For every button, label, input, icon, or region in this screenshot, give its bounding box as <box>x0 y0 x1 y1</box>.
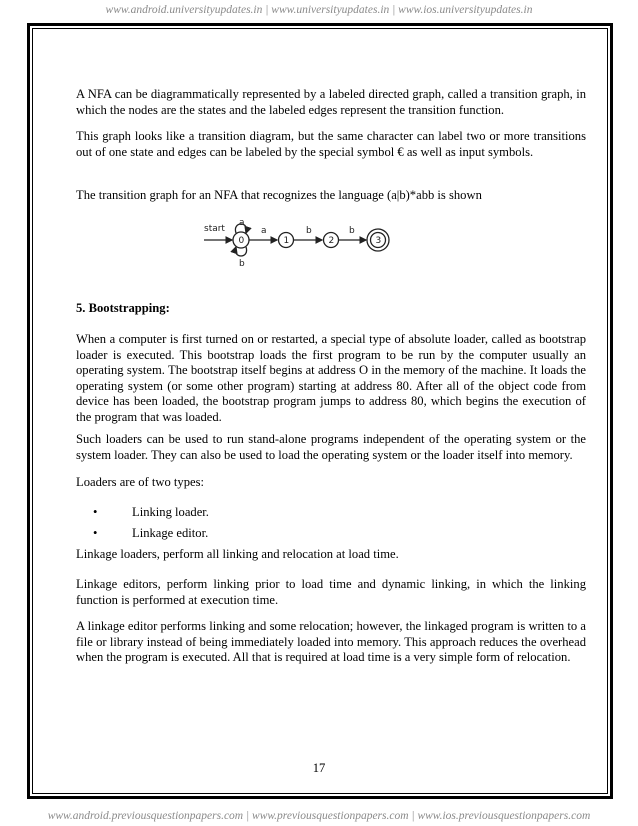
loop-b-label: b <box>239 259 245 269</box>
page-header-watermark: www.android.universityupdates.in | www.universityupdates.in | www.ios.universityupdates.in <box>105 4 533 16</box>
edge-0-1-label: a <box>261 226 267 236</box>
paragraph-graph-intro: The transition graph for an NFA that recognizes the language (a|b)*abb is shown <box>76 188 482 202</box>
state-2-label: 2 <box>328 236 335 246</box>
paragraph-linkage-loaders: Linkage loaders, perform all linking and relocation at load time. <box>76 547 399 561</box>
bullet-label: Linking loader. <box>132 505 209 519</box>
bullet-label: Linkage editor. <box>132 526 209 540</box>
section-heading-bootstrapping: 5. Bootstrapping: <box>76 301 170 315</box>
start-label: start <box>204 224 225 234</box>
page-number: 17 <box>312 761 326 775</box>
paragraph-bootstrap-2: Such loaders can be used to run stand-alone programs independent of the operating system or the system loader. They can also be used to load the operating system or the loader itself into memory. <box>76 432 586 462</box>
paragraph-linkage-editor-desc: A linkage editor performs linking and some relocation; however, the linkaged program is written to a file or library instead of being immediately loaded into memory. This approach reduces the overhead when the program is executed. All that is required at load time is a very simple form of relocation. <box>76 619 586 665</box>
paragraph-linkage-editors: Linkage editors, perform linking prior to load time and dynamic linking, in which the linking function is performed at execution time. <box>76 577 586 607</box>
bullet-icon: • <box>93 505 98 519</box>
state-0-label: 0 <box>238 236 245 246</box>
bullet-item <box>93 505 209 521</box>
paragraph-graph-desc: This graph looks like a transition diagram, but the same character can label two or more transitions out of one state and edges can be labeled by the special symbol € as well as input symbols. <box>76 129 586 159</box>
loop-a-label: a <box>239 218 245 228</box>
edge-2-3-label: b <box>349 226 355 236</box>
page-footer-watermark: www.android.previousquestionpapers.com | www.previousquestionpapers.com | www.ios.previousquestionpapers.com <box>47 810 591 822</box>
state-1-label: 1 <box>283 236 290 246</box>
bullet-icon: • <box>93 526 98 540</box>
edge-1-2-label: b <box>306 226 312 236</box>
nfa-transition-graph <box>198 218 398 270</box>
paragraph-loader-types: Loaders are of two types: <box>76 475 204 489</box>
bullet-item <box>93 526 208 542</box>
paragraph-bootstrap-1: When a computer is first turned on or restarted, a special type of absolute loader, called as bootstrap loader is executed. This bootstrap loads the first program to be run by the computer usually an operating system. The bootstrap itself begins at address O in the memory of the machine. It loads the operating system (or some other program) starting at address 80. After all of the object code from device has been loaded, the bootstrap program jumps to address 80, which begins the execution of the program that was loaded. <box>76 332 586 424</box>
paragraph-nfa-intro: A NFA can be diagrammatically represented by a labeled directed graph, called a transition graph, in which the nodes are the states and the labeled edges represent the transition function. <box>76 87 586 117</box>
state-3-label: 3 <box>375 236 382 246</box>
